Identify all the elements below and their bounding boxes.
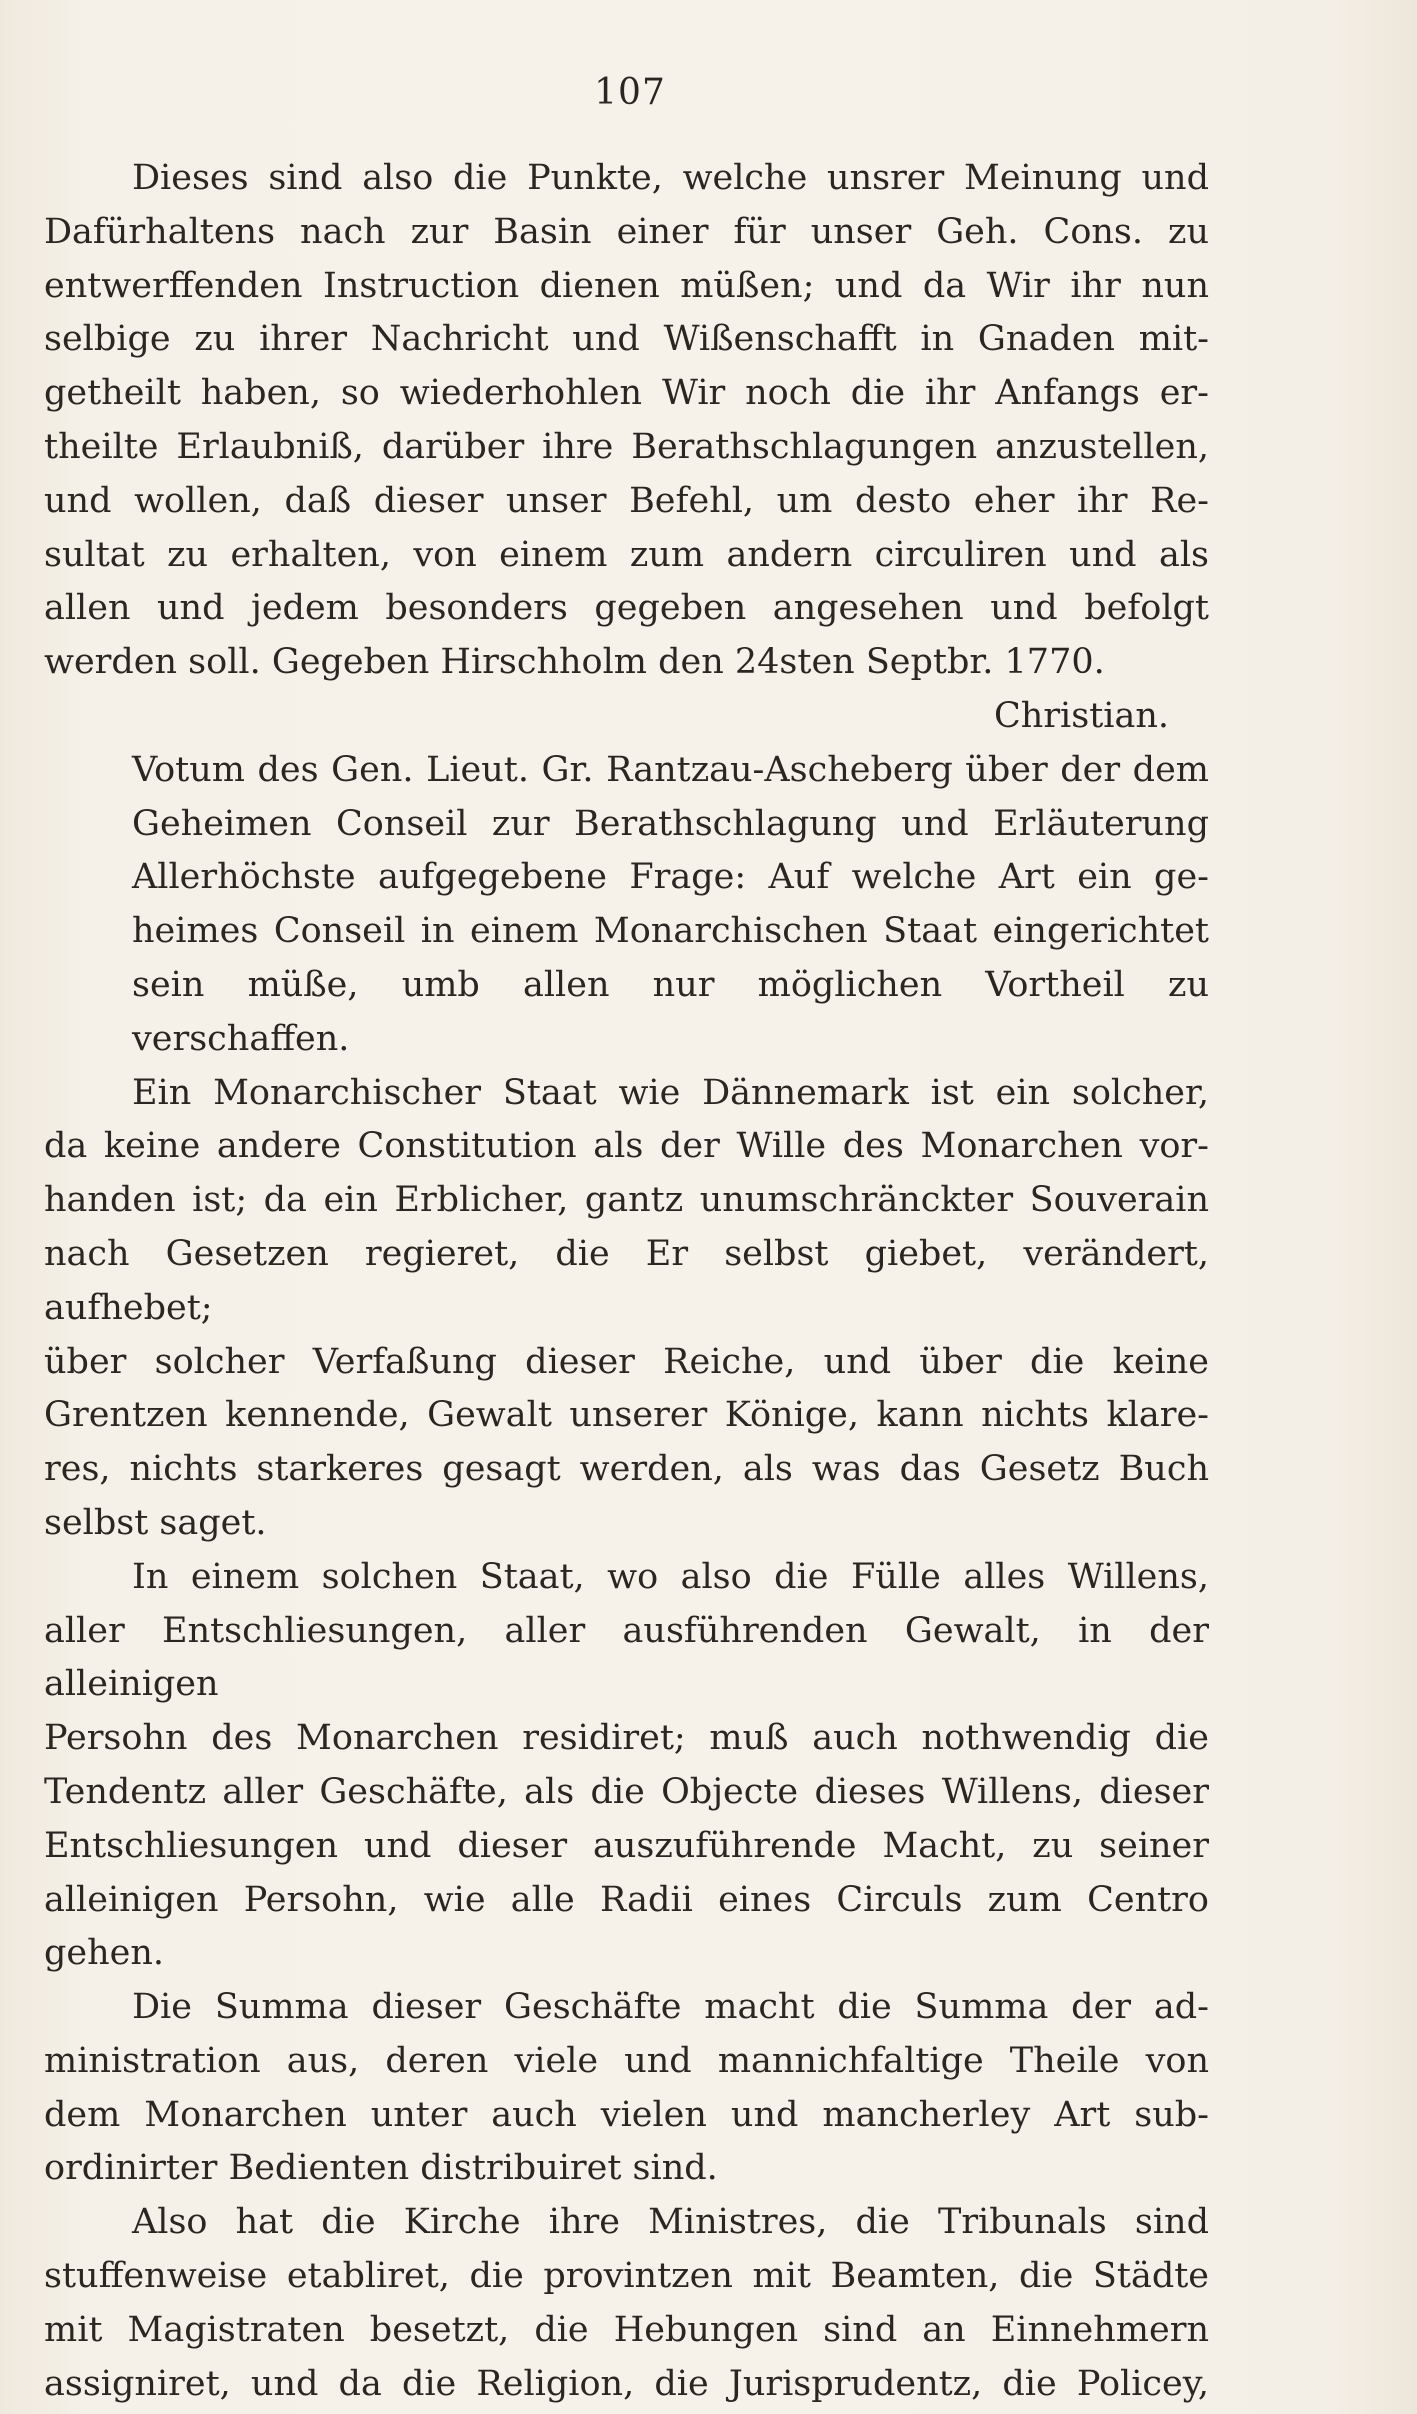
text-line: Tendentz aller Geschäfte, als die Objecte dieses Willens, dieser (44, 1771, 1209, 1812)
votum-line: heimes Conseil in einem Monarchischen Staat eingerichtet (132, 911, 1209, 952)
text-line: nach Gesetzen regieret, die Er selbst giebet, verändert, aufhebet; (44, 1233, 1209, 1328)
body-paragraph-state (44, 1551, 1209, 1981)
text-line: aller Entschliesungen, aller ausführenden Gewalt, in der alleinigen (44, 1610, 1209, 1705)
text-line: stuffenweise etabliret, die provintzen mit Beamten, die Städte (44, 2256, 1209, 2297)
text-line: handen ist; da ein Erblicher, gantz unumschränckter Souverain (44, 1180, 1209, 1221)
body-paragraph-administration (44, 1981, 1209, 2196)
votum-line: Votum des Gen. Lieut. Gr. Rantzau-Ascheberg über der dem (132, 749, 1209, 790)
body-paragraph-monarchy (44, 1067, 1209, 1551)
votum-heading (44, 744, 1209, 1067)
royal-decree-paragraph (44, 152, 1209, 690)
text-line: selbige zu ihrer Nachricht und Wißenschafft in Gnaden mit- (44, 319, 1209, 360)
text-line: getheilt haben, so wiederhohlen Wir noch die ihr Anfangs er- (44, 373, 1209, 414)
votum-line: Geheimen Conseil zur Berathschlagung und Erläuterung (132, 803, 1209, 844)
text-line: In einem solchen Staat, wo also die Fülle alles Willens, (132, 1556, 1209, 1597)
text-line-date: werden soll. Gegeben Hirschholm den 24sten Septbr. 1770. (44, 642, 1105, 683)
text-line: Also hat die Kirche ihre Ministres, die Tribunals sind (132, 2202, 1209, 2243)
text-line: Entschliesungen und dieser auszuführende Macht, zu seiner (44, 1825, 1209, 1866)
text-line: Die Summa dieser Geschäfte macht die Summa der ad- (132, 1987, 1209, 2028)
text-line: über solcher Verfaßung dieser Reiche, und über die keine (44, 1341, 1209, 1382)
text-line: allen und jedem besonders gegeben angesehen und befolgt (44, 588, 1209, 629)
text-line: mit Magistraten besetzt, die Hebungen sind an Einnehmern (44, 2309, 1209, 2350)
text-line: Persohn des Monarchen residiret; muß auch nothwendig die (44, 1718, 1209, 1759)
text-line: Ein Monarchischer Staat wie Dännemark ist ein solcher, (132, 1072, 1209, 1113)
text-line: ministration aus, deren viele und mannichfaltige Theile von (44, 2040, 1209, 2081)
text-line: ordinirter Bedienten distribuiret sind. (44, 2148, 718, 2189)
text-line: selbst saget. (44, 1502, 267, 1543)
text-line: alleinigen Persohn, wie alle Radii eines Circuls zum Centro (44, 1879, 1209, 1920)
page-number: 107 (594, 72, 666, 113)
text-line: gehen. (44, 1933, 165, 1974)
text-line: dem Monarchen unter auch vielen und mancherley Art sub- (44, 2094, 1209, 2135)
votum-line: Allerhöchste aufgegebene Frage: Auf welche Art ein ge- (132, 857, 1209, 898)
text-line: Dafürhaltens nach zur Basin einer für unser Geh. Cons. zu (44, 211, 1209, 252)
text-line: und wollen, daß dieser unser Befehl, um desto eher ihr Re- (44, 480, 1209, 521)
text-line: theilte Erlaubniß, darüber ihre Berathschlagungen anzustellen, (44, 426, 1209, 467)
text-line: sultat zu erhalten, von einem zum andern circuliren und als (44, 534, 1209, 575)
text-line: entwerffenden Instruction dienen müßen; und da Wir ihr nun (44, 265, 1209, 306)
text-line: Grentzen kennende, Gewalt unserer Könige, kann nichts klare- (44, 1395, 1209, 1436)
main-text (44, 152, 1209, 2411)
text-line: Dieses sind also die Punkte, welche unsrer Meinung und (132, 158, 1209, 198)
text-line: da keine andere Constitution als der Wille des Monarchen vor- (44, 1126, 1209, 1167)
text-line: assigniret, und da die Religion, die Jurisprudentz, die Policey, (44, 2363, 1209, 2404)
body-paragraph-church (44, 2196, 1209, 2411)
signature: Christian. (994, 695, 1169, 736)
votum-line: sein müße, umb allen nur möglichen Vortheil zu verschaffen. (132, 964, 1209, 1059)
text-line: res, nichts starkeres gesagt werden, als was das Gesetz Buch (44, 1449, 1209, 1490)
